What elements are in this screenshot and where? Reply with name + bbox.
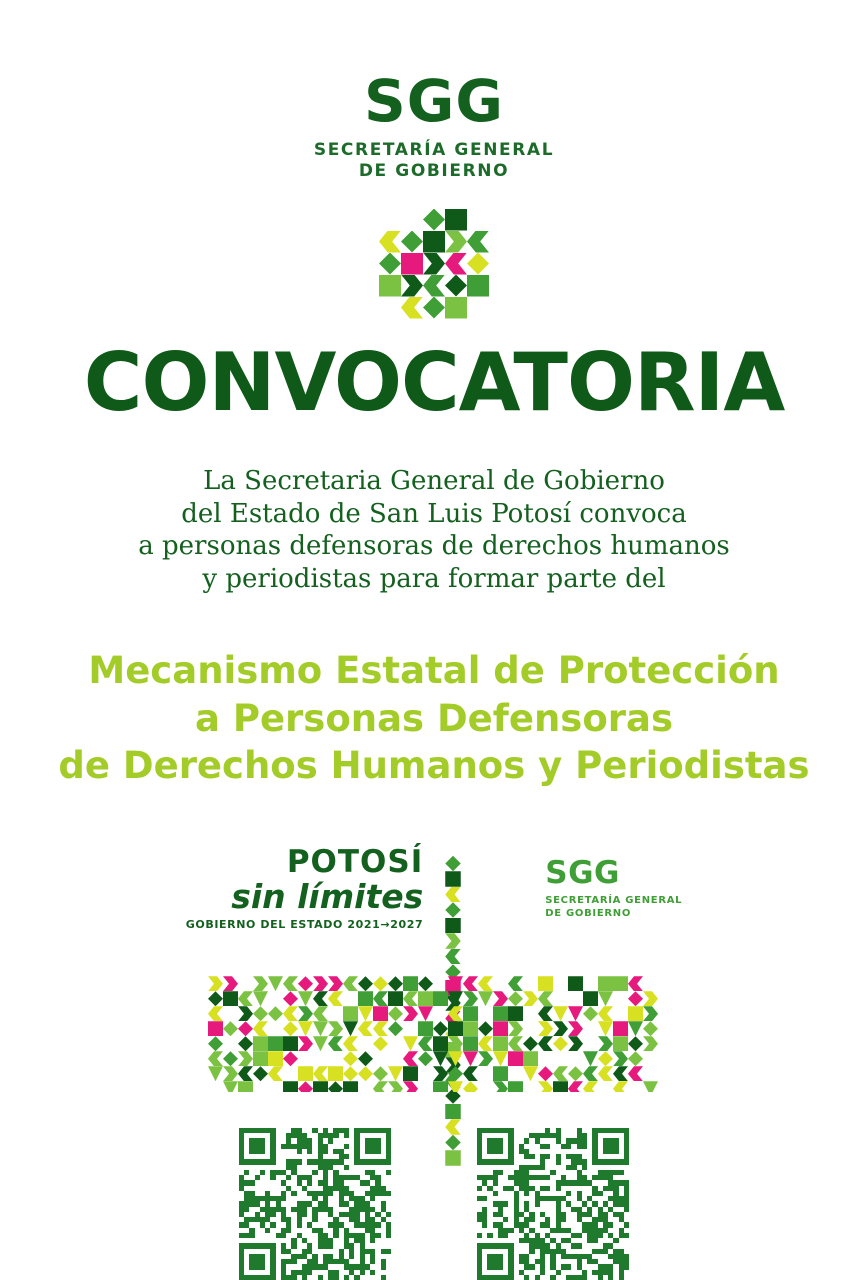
program-line-2: a Personas Defensoras	[195, 696, 673, 740]
sgg-subtitle	[314, 140, 554, 183]
sgg-footer-wordmark: SGG	[545, 854, 620, 891]
intro-line-3: a personas defensoras de derechos humanos	[138, 531, 730, 562]
potosi-line-2: sin límites	[231, 877, 424, 917]
sgg-subtitle-line2: DE GOBIERNO	[358, 161, 510, 182]
sgg-footer-subtitle	[545, 894, 682, 920]
program-name	[58, 647, 809, 789]
potosi-line-1: POTOSÍ	[286, 844, 424, 881]
qr-code-right[interactable]	[477, 1128, 629, 1280]
sgg-footer-subtitle-line1: SECRETARÍA GENERAL	[545, 894, 683, 906]
qr-code-row	[239, 1128, 629, 1280]
potosi-line-3: GOBIERNO DEL ESTADO 2021→2027	[185, 918, 424, 932]
sgg-footer-logo	[545, 854, 683, 920]
star-emblem-icon-small	[445, 856, 523, 922]
star-emblem-icon	[379, 209, 489, 298]
intro-line-1: La Secretaria General de Gobierno	[203, 466, 665, 497]
footer-brand-row	[185, 844, 683, 932]
program-line-1: Mecanismo Estatal de Protección	[88, 649, 780, 693]
potosi-sin-limites-logo	[185, 844, 424, 932]
intro-paragraph	[138, 465, 730, 595]
sgg-subtitle-line1: SECRETARÍA GENERAL	[313, 140, 555, 160]
page-title: CONVOCATORIA	[83, 336, 785, 430]
intro-line-2: del Estado de San Luis Potosí convoca	[181, 498, 687, 529]
header-logo	[313, 67, 555, 183]
geometric-pattern-band	[208, 976, 660, 1092]
qr-code-left[interactable]	[239, 1128, 391, 1280]
sgg-wordmark: SGG	[364, 67, 504, 135]
program-line-3: de Derechos Humanos y Periodistas	[58, 743, 810, 787]
sgg-footer-subtitle-line2: DE GOBIERNO	[545, 907, 632, 919]
intro-line-4: y periodistas para formar parte del	[202, 563, 666, 594]
